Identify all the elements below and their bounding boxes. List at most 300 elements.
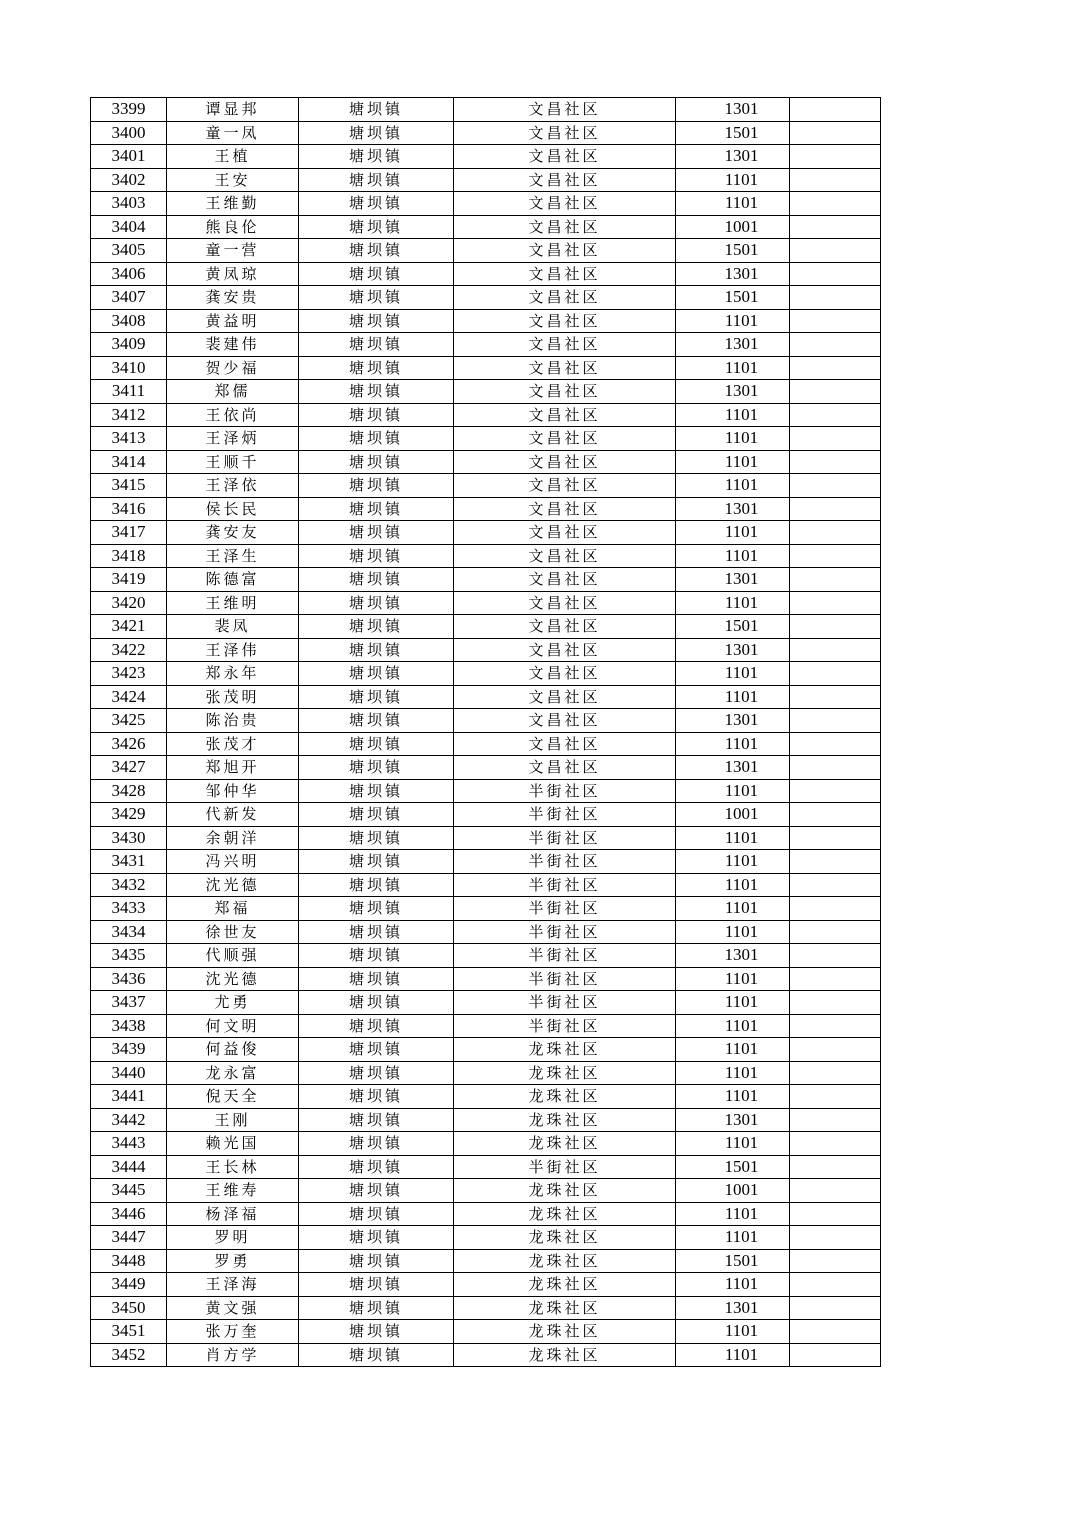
- name-cell: 王顺千: [167, 450, 299, 474]
- table-row: [91, 521, 881, 545]
- row-id-cell: 3426: [91, 732, 167, 756]
- name-cell: 王泽伟: [167, 638, 299, 662]
- code-cell: 1301: [676, 262, 790, 286]
- table-row: [91, 1038, 881, 1062]
- row-id-cell: 3439: [91, 1038, 167, 1062]
- name-cell: 余朝洋: [167, 826, 299, 850]
- table-row: [91, 1061, 881, 1085]
- name-cell: 郑旭开: [167, 756, 299, 780]
- community-cell: 文昌社区: [454, 98, 676, 122]
- community-cell: 半街社区: [454, 944, 676, 968]
- table-row: [91, 873, 881, 897]
- community-cell: 文昌社区: [454, 262, 676, 286]
- note-cell: [790, 145, 881, 169]
- code-cell: 1301: [676, 1108, 790, 1132]
- note-cell: [790, 474, 881, 498]
- town-cell: 塘坝镇: [299, 1249, 454, 1273]
- town-cell: 塘坝镇: [299, 1155, 454, 1179]
- row-id-cell: 3441: [91, 1085, 167, 1109]
- note-cell: [790, 309, 881, 333]
- table-row: [91, 850, 881, 874]
- note-cell: [790, 168, 881, 192]
- name-cell: 王维勤: [167, 192, 299, 216]
- code-cell: 1101: [676, 1320, 790, 1344]
- note-cell: [790, 638, 881, 662]
- community-cell: 文昌社区: [454, 615, 676, 639]
- code-cell: 1101: [676, 474, 790, 498]
- community-cell: 文昌社区: [454, 591, 676, 615]
- row-id-cell: 3420: [91, 591, 167, 615]
- code-cell: 1101: [676, 309, 790, 333]
- town-cell: 塘坝镇: [299, 450, 454, 474]
- row-id-cell: 3438: [91, 1014, 167, 1038]
- row-id-cell: 3417: [91, 521, 167, 545]
- community-cell: 文昌社区: [454, 286, 676, 310]
- table-row: [91, 1320, 881, 1344]
- table-row: [91, 685, 881, 709]
- town-cell: 塘坝镇: [299, 591, 454, 615]
- community-cell: 文昌社区: [454, 309, 676, 333]
- note-cell: [790, 1249, 881, 1273]
- table-row: [91, 309, 881, 333]
- note-cell: [790, 333, 881, 357]
- town-cell: 塘坝镇: [299, 897, 454, 921]
- code-cell: 1101: [676, 544, 790, 568]
- row-id-cell: 3427: [91, 756, 167, 780]
- town-cell: 塘坝镇: [299, 1226, 454, 1250]
- community-cell: 龙珠社区: [454, 1343, 676, 1367]
- town-cell: 塘坝镇: [299, 1085, 454, 1109]
- name-cell: 杨泽福: [167, 1202, 299, 1226]
- town-cell: 塘坝镇: [299, 944, 454, 968]
- row-id-cell: 3403: [91, 192, 167, 216]
- community-cell: 文昌社区: [454, 568, 676, 592]
- name-cell: 童一凤: [167, 121, 299, 145]
- community-cell: 半街社区: [454, 920, 676, 944]
- row-id-cell: 3437: [91, 991, 167, 1015]
- community-cell: 文昌社区: [454, 427, 676, 451]
- note-cell: [790, 98, 881, 122]
- town-cell: 塘坝镇: [299, 1343, 454, 1367]
- note-cell: [790, 1085, 881, 1109]
- code-cell: 1101: [676, 826, 790, 850]
- table-row: [91, 662, 881, 686]
- note-cell: [790, 873, 881, 897]
- code-cell: 1101: [676, 356, 790, 380]
- code-cell: 1301: [676, 944, 790, 968]
- table-row: [91, 779, 881, 803]
- note-cell: [790, 967, 881, 991]
- name-cell: 王植: [167, 145, 299, 169]
- name-cell: 代顺强: [167, 944, 299, 968]
- name-cell: 龚安友: [167, 521, 299, 545]
- town-cell: 塘坝镇: [299, 1273, 454, 1297]
- town-cell: 塘坝镇: [299, 1108, 454, 1132]
- community-cell: 龙珠社区: [454, 1226, 676, 1250]
- community-cell: 文昌社区: [454, 121, 676, 145]
- name-cell: 王长林: [167, 1155, 299, 1179]
- table-row: [91, 380, 881, 404]
- town-cell: 塘坝镇: [299, 474, 454, 498]
- name-cell: 郑儒: [167, 380, 299, 404]
- name-cell: 张茂才: [167, 732, 299, 756]
- community-cell: 文昌社区: [454, 333, 676, 357]
- code-cell: 1101: [676, 779, 790, 803]
- row-id-cell: 3411: [91, 380, 167, 404]
- name-cell: 裴建伟: [167, 333, 299, 357]
- town-cell: 塘坝镇: [299, 685, 454, 709]
- community-cell: 龙珠社区: [454, 1320, 676, 1344]
- row-id-cell: 3404: [91, 215, 167, 239]
- row-id-cell: 3428: [91, 779, 167, 803]
- note-cell: [790, 286, 881, 310]
- town-cell: 塘坝镇: [299, 1132, 454, 1156]
- table-row: [91, 1108, 881, 1132]
- town-cell: 塘坝镇: [299, 1296, 454, 1320]
- note-cell: [790, 1061, 881, 1085]
- town-cell: 塘坝镇: [299, 1320, 454, 1344]
- row-id-cell: 3445: [91, 1179, 167, 1203]
- code-cell: 1101: [676, 1085, 790, 1109]
- code-cell: 1101: [676, 168, 790, 192]
- code-cell: 1101: [676, 1343, 790, 1367]
- community-cell: 文昌社区: [454, 215, 676, 239]
- community-cell: 文昌社区: [454, 450, 676, 474]
- name-cell: 王安: [167, 168, 299, 192]
- note-cell: [790, 920, 881, 944]
- code-cell: 1101: [676, 920, 790, 944]
- code-cell: 1501: [676, 1155, 790, 1179]
- table-row: [91, 803, 881, 827]
- name-cell: 罗明: [167, 1226, 299, 1250]
- code-cell: 1101: [676, 1226, 790, 1250]
- table-row: [91, 239, 881, 263]
- name-cell: 代新发: [167, 803, 299, 827]
- code-cell: 1101: [676, 991, 790, 1015]
- records-table: [90, 97, 881, 1367]
- town-cell: 塘坝镇: [299, 1061, 454, 1085]
- community-cell: 龙珠社区: [454, 1296, 676, 1320]
- code-cell: 1101: [676, 1132, 790, 1156]
- code-cell: 1301: [676, 145, 790, 169]
- community-cell: 文昌社区: [454, 192, 676, 216]
- note-cell: [790, 756, 881, 780]
- records-table-body: [91, 98, 881, 1367]
- name-cell: 黄文强: [167, 1296, 299, 1320]
- table-row: [91, 1202, 881, 1226]
- community-cell: 龙珠社区: [454, 1249, 676, 1273]
- table-row: [91, 826, 881, 850]
- row-id-cell: 3434: [91, 920, 167, 944]
- town-cell: 塘坝镇: [299, 192, 454, 216]
- table-row: [91, 474, 881, 498]
- community-cell: 文昌社区: [454, 145, 676, 169]
- note-cell: [790, 662, 881, 686]
- row-id-cell: 3452: [91, 1343, 167, 1367]
- note-cell: [790, 544, 881, 568]
- code-cell: 1101: [676, 403, 790, 427]
- name-cell: 张万奎: [167, 1320, 299, 1344]
- name-cell: 贺少福: [167, 356, 299, 380]
- row-id-cell: 3429: [91, 803, 167, 827]
- table-row: [91, 1179, 881, 1203]
- note-cell: [790, 450, 881, 474]
- community-cell: 文昌社区: [454, 638, 676, 662]
- table-row: [91, 168, 881, 192]
- row-id-cell: 3410: [91, 356, 167, 380]
- code-cell: 1301: [676, 1296, 790, 1320]
- code-cell: 1501: [676, 286, 790, 310]
- town-cell: 塘坝镇: [299, 779, 454, 803]
- table-row: [91, 591, 881, 615]
- name-cell: 罗勇: [167, 1249, 299, 1273]
- note-cell: [790, 1320, 881, 1344]
- table-row: [91, 920, 881, 944]
- town-cell: 塘坝镇: [299, 826, 454, 850]
- row-id-cell: 3440: [91, 1061, 167, 1085]
- town-cell: 塘坝镇: [299, 286, 454, 310]
- name-cell: 何益俊: [167, 1038, 299, 1062]
- row-id-cell: 3436: [91, 967, 167, 991]
- code-cell: 1101: [676, 1061, 790, 1085]
- code-cell: 1101: [676, 450, 790, 474]
- code-cell: 1301: [676, 638, 790, 662]
- note-cell: [790, 944, 881, 968]
- table-row: [91, 1296, 881, 1320]
- name-cell: 郑永年: [167, 662, 299, 686]
- community-cell: 文昌社区: [454, 168, 676, 192]
- code-cell: 1001: [676, 803, 790, 827]
- row-id-cell: 3431: [91, 850, 167, 874]
- name-cell: 童一营: [167, 239, 299, 263]
- name-cell: 王维寿: [167, 1179, 299, 1203]
- name-cell: 裴凤: [167, 615, 299, 639]
- row-id-cell: 3412: [91, 403, 167, 427]
- name-cell: 黄益明: [167, 309, 299, 333]
- community-cell: 半街社区: [454, 873, 676, 897]
- row-id-cell: 3423: [91, 662, 167, 686]
- name-cell: 肖方学: [167, 1343, 299, 1367]
- table-row: [91, 967, 881, 991]
- name-cell: 王刚: [167, 1108, 299, 1132]
- code-cell: 1301: [676, 98, 790, 122]
- table-row: [91, 403, 881, 427]
- town-cell: 塘坝镇: [299, 427, 454, 451]
- town-cell: 塘坝镇: [299, 239, 454, 263]
- note-cell: [790, 1343, 881, 1367]
- row-id-cell: 3442: [91, 1108, 167, 1132]
- table-row: [91, 98, 881, 122]
- code-cell: 1101: [676, 1038, 790, 1062]
- row-id-cell: 3449: [91, 1273, 167, 1297]
- code-cell: 1301: [676, 333, 790, 357]
- table-row: [91, 1132, 881, 1156]
- code-cell: 1301: [676, 709, 790, 733]
- community-cell: 半街社区: [454, 779, 676, 803]
- code-cell: 1101: [676, 897, 790, 921]
- town-cell: 塘坝镇: [299, 262, 454, 286]
- row-id-cell: 3424: [91, 685, 167, 709]
- name-cell: 陈治贵: [167, 709, 299, 733]
- town-cell: 塘坝镇: [299, 615, 454, 639]
- note-cell: [790, 1155, 881, 1179]
- name-cell: 王泽生: [167, 544, 299, 568]
- code-cell: 1101: [676, 591, 790, 615]
- name-cell: 王依尚: [167, 403, 299, 427]
- note-cell: [790, 1179, 881, 1203]
- code-cell: 1001: [676, 215, 790, 239]
- town-cell: 塘坝镇: [299, 803, 454, 827]
- table-row: [91, 897, 881, 921]
- note-cell: [790, 403, 881, 427]
- note-cell: [790, 192, 881, 216]
- code-cell: 1101: [676, 732, 790, 756]
- row-id-cell: 3400: [91, 121, 167, 145]
- code-cell: 1101: [676, 1202, 790, 1226]
- name-cell: 尤勇: [167, 991, 299, 1015]
- town-cell: 塘坝镇: [299, 1179, 454, 1203]
- name-cell: 谭显邦: [167, 98, 299, 122]
- town-cell: 塘坝镇: [299, 98, 454, 122]
- town-cell: 塘坝镇: [299, 638, 454, 662]
- town-cell: 塘坝镇: [299, 662, 454, 686]
- town-cell: 塘坝镇: [299, 121, 454, 145]
- note-cell: [790, 850, 881, 874]
- table-row: [91, 262, 881, 286]
- name-cell: 侯长民: [167, 497, 299, 521]
- town-cell: 塘坝镇: [299, 1202, 454, 1226]
- note-cell: [790, 121, 881, 145]
- code-cell: 1101: [676, 873, 790, 897]
- name-cell: 龚安贵: [167, 286, 299, 310]
- community-cell: 文昌社区: [454, 732, 676, 756]
- name-cell: 熊良伦: [167, 215, 299, 239]
- note-cell: [790, 215, 881, 239]
- town-cell: 塘坝镇: [299, 168, 454, 192]
- table-row: [91, 497, 881, 521]
- table-row: [91, 1085, 881, 1109]
- town-cell: 塘坝镇: [299, 756, 454, 780]
- note-cell: [790, 1296, 881, 1320]
- note-cell: [790, 732, 881, 756]
- code-cell: 1101: [676, 967, 790, 991]
- code-cell: 1101: [676, 662, 790, 686]
- community-cell: 龙珠社区: [454, 1108, 676, 1132]
- row-id-cell: 3422: [91, 638, 167, 662]
- town-cell: 塘坝镇: [299, 568, 454, 592]
- row-id-cell: 3450: [91, 1296, 167, 1320]
- name-cell: 郑福: [167, 897, 299, 921]
- table-row: [91, 638, 881, 662]
- note-cell: [790, 826, 881, 850]
- community-cell: 文昌社区: [454, 239, 676, 263]
- code-cell: 1101: [676, 1014, 790, 1038]
- community-cell: 文昌社区: [454, 356, 676, 380]
- community-cell: 文昌社区: [454, 521, 676, 545]
- note-cell: [790, 591, 881, 615]
- name-cell: 王维明: [167, 591, 299, 615]
- note-cell: [790, 239, 881, 263]
- row-id-cell: 3435: [91, 944, 167, 968]
- town-cell: 塘坝镇: [299, 1014, 454, 1038]
- code-cell: 1101: [676, 1273, 790, 1297]
- town-cell: 塘坝镇: [299, 403, 454, 427]
- name-cell: 冯兴明: [167, 850, 299, 874]
- table-row: [91, 192, 881, 216]
- note-cell: [790, 803, 881, 827]
- community-cell: 文昌社区: [454, 709, 676, 733]
- row-id-cell: 3406: [91, 262, 167, 286]
- code-cell: 1301: [676, 497, 790, 521]
- table-row: [91, 1155, 881, 1179]
- row-id-cell: 3405: [91, 239, 167, 263]
- name-cell: 王泽炳: [167, 427, 299, 451]
- row-id-cell: 3401: [91, 145, 167, 169]
- note-cell: [790, 1273, 881, 1297]
- community-cell: 半街社区: [454, 967, 676, 991]
- row-id-cell: 3402: [91, 168, 167, 192]
- town-cell: 塘坝镇: [299, 991, 454, 1015]
- note-cell: [790, 685, 881, 709]
- note-cell: [790, 427, 881, 451]
- community-cell: 文昌社区: [454, 685, 676, 709]
- town-cell: 塘坝镇: [299, 850, 454, 874]
- name-cell: 邹仲华: [167, 779, 299, 803]
- name-cell: 徐世友: [167, 920, 299, 944]
- table-row: [91, 709, 881, 733]
- row-id-cell: 3418: [91, 544, 167, 568]
- community-cell: 龙珠社区: [454, 1202, 676, 1226]
- row-id-cell: 3415: [91, 474, 167, 498]
- town-cell: 塘坝镇: [299, 309, 454, 333]
- table-row: [91, 991, 881, 1015]
- note-cell: [790, 1202, 881, 1226]
- name-cell: 黄凤琼: [167, 262, 299, 286]
- community-cell: 龙珠社区: [454, 1061, 676, 1085]
- name-cell: 何文明: [167, 1014, 299, 1038]
- table-row: [91, 1273, 881, 1297]
- note-cell: [790, 1226, 881, 1250]
- table-row: [91, 615, 881, 639]
- note-cell: [790, 380, 881, 404]
- community-cell: 文昌社区: [454, 380, 676, 404]
- note-cell: [790, 1132, 881, 1156]
- town-cell: 塘坝镇: [299, 873, 454, 897]
- community-cell: 文昌社区: [454, 544, 676, 568]
- town-cell: 塘坝镇: [299, 732, 454, 756]
- table-row: [91, 121, 881, 145]
- table-row: [91, 944, 881, 968]
- community-cell: 龙珠社区: [454, 1179, 676, 1203]
- community-cell: 文昌社区: [454, 403, 676, 427]
- name-cell: 沈光德: [167, 967, 299, 991]
- town-cell: 塘坝镇: [299, 1038, 454, 1062]
- code-cell: 1101: [676, 685, 790, 709]
- town-cell: 塘坝镇: [299, 544, 454, 568]
- note-cell: [790, 521, 881, 545]
- code-cell: 1101: [676, 427, 790, 451]
- row-id-cell: 3446: [91, 1202, 167, 1226]
- note-cell: [790, 1014, 881, 1038]
- code-cell: 1301: [676, 380, 790, 404]
- community-cell: 文昌社区: [454, 474, 676, 498]
- table-row: [91, 450, 881, 474]
- town-cell: 塘坝镇: [299, 333, 454, 357]
- community-cell: 半街社区: [454, 1155, 676, 1179]
- table-row: [91, 732, 881, 756]
- community-cell: 文昌社区: [454, 497, 676, 521]
- name-cell: 张茂明: [167, 685, 299, 709]
